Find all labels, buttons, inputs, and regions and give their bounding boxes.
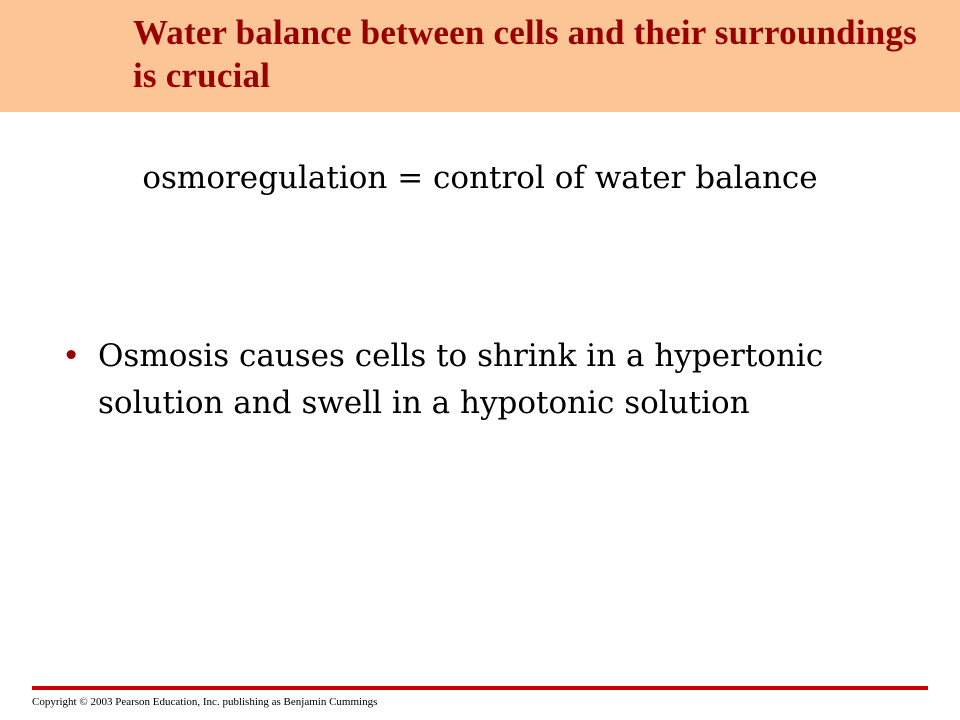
slide-subtitle: osmoregulation = control of water balance [142,160,818,196]
bullet-list [58,333,938,427]
bullet-text: Osmosis causes cells to shrink in a hypertonic solution and swell in a hypotonic solution [98,338,824,421]
bullet-marker: • [62,338,81,374]
footer-divider [32,686,928,690]
copyright-notice: Copyright © 2003 Pearson Education, Inc. publishing as Benjamin Cummings [32,696,378,708]
slide-title: Water balance between cells and their surroundings is crucial [133,13,917,95]
bullet-item [58,333,938,427]
title-band [0,0,960,112]
